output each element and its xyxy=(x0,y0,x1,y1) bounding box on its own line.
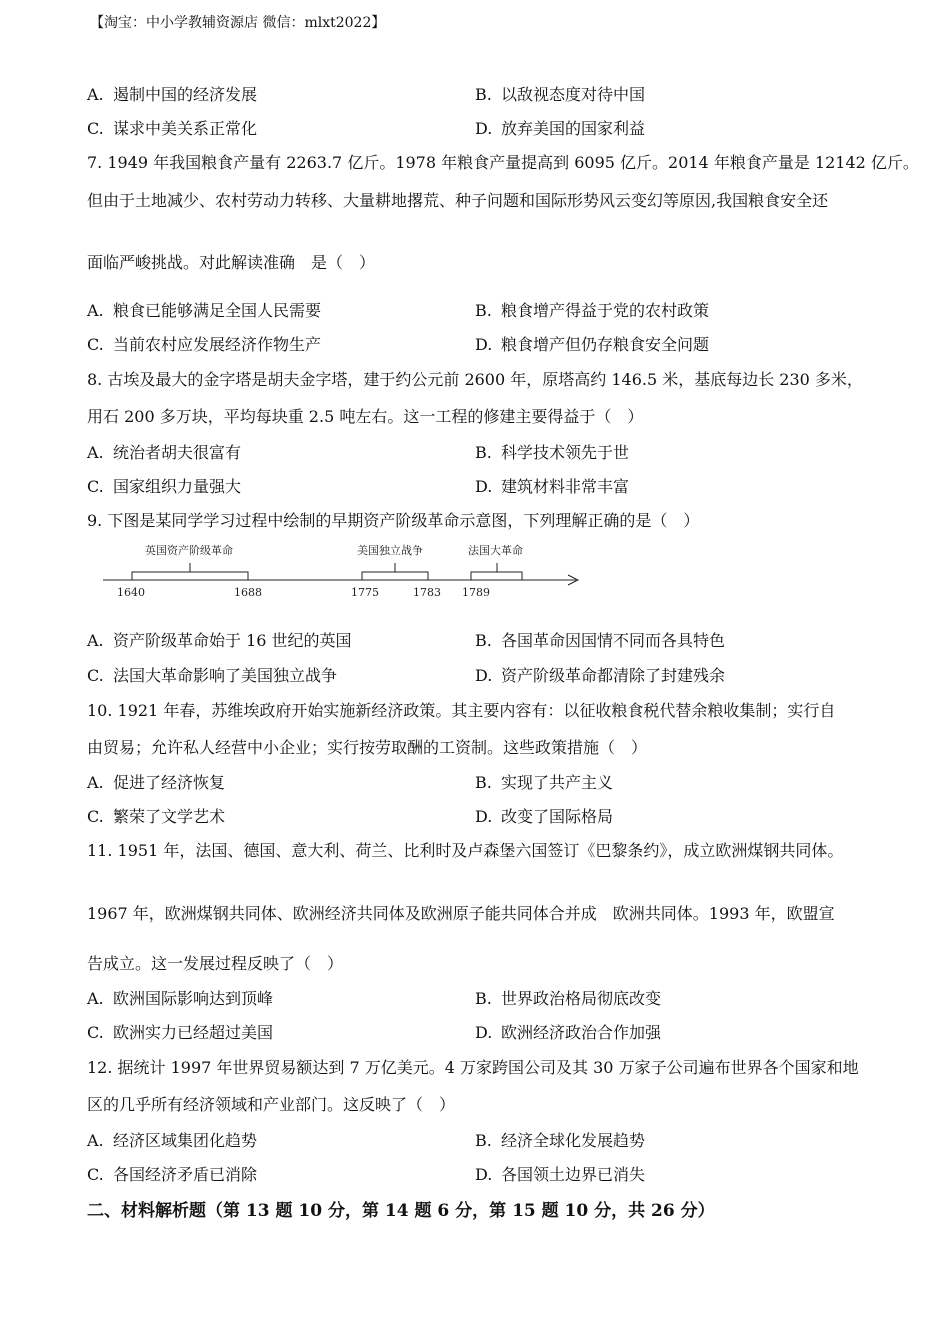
option-letter: B. xyxy=(475,1131,492,1150)
q10-stem-line-1: 10. 1921 年春，苏维埃政府开始实施新经济政策。其主要内容有：以征收粮食税代替余粮收集制；实行自 xyxy=(87,701,836,720)
q11-stem-line-3: 告成立。这一发展过程反映了（ ） xyxy=(87,954,344,973)
option-text: 资产阶级革命始于 16 世纪的英国 xyxy=(113,631,352,650)
year-1783: 1783 xyxy=(413,586,441,599)
option-text: 国家组织力量强大 xyxy=(113,477,242,496)
q10-options-row-2 xyxy=(87,804,867,828)
q6-option-c[interactable] xyxy=(87,116,257,139)
q7-stem-line-3: 面临严峻挑战。对此解读准确 是（ ） xyxy=(87,253,376,272)
year-1775: 1775 xyxy=(351,586,379,599)
q8-stem-line-2: 用石 200 多万块，平均每块重 2.5 吨左右。这一工程的修建主要得益于（ ） xyxy=(87,407,644,426)
option-text: 法国大革命影响了美国独立战争 xyxy=(113,666,338,685)
option-letter: C. xyxy=(87,807,104,826)
option-text: 放弃美国的国家利益 xyxy=(501,119,646,138)
q11-option-c[interactable] xyxy=(87,1020,273,1043)
year-1688: 1688 xyxy=(234,586,262,599)
option-letter: C. xyxy=(87,1165,104,1184)
q7-stem-line-2: 但由于土地减少、农村劳动力转移、大量耕地撂荒、种子问题和国际形势风云变幻等原因,我国粮食安全还 xyxy=(87,191,829,210)
q9-options-row-1 xyxy=(87,628,867,652)
q12-option-b[interactable] xyxy=(475,1128,645,1151)
q11-options-row-2 xyxy=(87,1020,867,1044)
q9-option-c[interactable] xyxy=(87,663,337,686)
option-letter: B. xyxy=(475,631,492,650)
option-text: 建筑材料非常丰富 xyxy=(501,477,630,496)
option-text: 各国领土边界已消失 xyxy=(501,1165,646,1184)
option-letter: C. xyxy=(87,666,104,685)
option-text: 遏制中国的经济发展 xyxy=(113,85,258,104)
option-text: 当前农村应发展经济作物生产 xyxy=(113,335,322,354)
q6-options-row-1 xyxy=(87,82,867,106)
q11-option-a[interactable] xyxy=(87,986,273,1009)
option-text: 繁荣了文学艺术 xyxy=(113,807,226,826)
q8-option-c[interactable] xyxy=(87,474,241,497)
q7-option-a[interactable] xyxy=(87,298,321,321)
q12-option-d[interactable] xyxy=(475,1162,645,1185)
option-letter: B. xyxy=(475,989,492,1008)
option-letter: D. xyxy=(475,335,493,354)
q6-option-d[interactable] xyxy=(475,116,645,139)
q11-option-b[interactable] xyxy=(475,986,661,1009)
option-letter: D. xyxy=(475,807,493,826)
bracket-america xyxy=(362,563,428,580)
q8-stem-line-1: 8. 古埃及最大的金字塔是胡夫金字塔，建于约公元前 2600 年，原塔高约 146.5 米，基底每边长 230 多米， xyxy=(87,370,863,389)
option-letter: B. xyxy=(475,443,492,462)
option-text: 经济区域集团化趋势 xyxy=(113,1131,258,1150)
q7-option-b[interactable] xyxy=(475,298,709,321)
option-letter: B. xyxy=(475,773,492,792)
option-letter: C. xyxy=(87,335,104,354)
option-text: 各国经济矛盾已消除 xyxy=(113,1165,258,1184)
q10-options-row-1 xyxy=(87,770,867,794)
option-letter: A. xyxy=(87,301,104,320)
option-letter: C. xyxy=(87,119,104,138)
option-text: 资产阶级革命都清除了封建残余 xyxy=(501,666,726,685)
q8-option-d[interactable] xyxy=(475,474,629,497)
option-text: 各国革命因国情不同而各具特色 xyxy=(501,631,726,650)
option-text: 粮食增产但仍存粮食安全问题 xyxy=(501,335,710,354)
bracket-france xyxy=(471,563,522,580)
q9-option-b[interactable] xyxy=(475,628,725,651)
q11-option-d[interactable] xyxy=(475,1020,661,1043)
option-letter: D. xyxy=(475,1165,493,1184)
option-letter: D. xyxy=(475,1023,493,1042)
q9-option-d[interactable] xyxy=(475,663,725,686)
option-text: 世界政治格局彻底改变 xyxy=(501,989,662,1008)
option-text: 粮食已能够满足全国人民需要 xyxy=(113,301,322,320)
option-letter: D. xyxy=(475,119,493,138)
option-letter: A. xyxy=(87,85,104,104)
option-text: 经济全球化发展趋势 xyxy=(501,1131,646,1150)
option-letter: B. xyxy=(475,301,492,320)
q10-option-d[interactable] xyxy=(475,804,613,827)
option-text: 欧洲经济政治合作加强 xyxy=(501,1023,662,1042)
q12-options-row-2 xyxy=(87,1162,867,1186)
q12-options-row-1 xyxy=(87,1128,867,1152)
q12-option-a[interactable] xyxy=(87,1128,257,1151)
q11-stem-line-2: 1967 年，欧洲煤钢共同体、欧洲经济共同体及欧洲原子能共同体合并成 欧洲共同体。1993 年，欧盟宣 xyxy=(87,904,835,923)
year-1640: 1640 xyxy=(117,586,145,599)
q8-options-row-2 xyxy=(87,474,867,498)
q12-stem-line-1: 12. 据统计 1997 年世界贸易额达到 7 万亿美元。4 万家跨国公司及其 30 万家子公司遍布世界各个国家和地 xyxy=(87,1058,859,1077)
q12-stem-line-2: 区的几乎所有经济领域和产业部门。这反映了（ ） xyxy=(87,1095,456,1114)
q10-option-b[interactable] xyxy=(475,770,613,793)
year-1789: 1789 xyxy=(462,586,490,599)
q10-stem-line-2: 由贸易；允许私人经营中小企业；实行按劳取酬的工资制。这些政策措施（ ） xyxy=(87,738,648,757)
q9-option-a[interactable] xyxy=(87,628,352,651)
q7-option-d[interactable] xyxy=(475,332,709,355)
option-text: 改变了国际格局 xyxy=(501,807,614,826)
q10-option-a[interactable] xyxy=(87,770,225,793)
q6-options-row-2 xyxy=(87,116,867,140)
q8-options-row-1 xyxy=(87,440,867,464)
option-text: 统治者胡夫很富有 xyxy=(113,443,242,462)
q7-option-c[interactable] xyxy=(87,332,321,355)
option-text: 粮食增产得益于党的农村政策 xyxy=(501,301,710,320)
q10-option-c[interactable] xyxy=(87,804,225,827)
q9-stem-line-1: 9. 下图是某同学学习过程中绘制的早期资产阶级革命示意图，下列理解正确的是（ ） xyxy=(87,511,700,530)
option-text: 实现了共产主义 xyxy=(501,773,614,792)
option-text: 欧洲实力已经超过美国 xyxy=(113,1023,274,1042)
q7-options-row-2 xyxy=(87,332,867,356)
option-letter: A. xyxy=(87,989,104,1008)
label-american-war: 美国独立战争 xyxy=(357,544,423,557)
q11-options-row-1 xyxy=(87,986,867,1010)
q9-options-row-2 xyxy=(87,663,867,687)
q8-option-b[interactable] xyxy=(475,440,629,463)
option-letter: D. xyxy=(475,477,493,496)
option-text: 促进了经济恢复 xyxy=(113,773,226,792)
label-england-revolution: 英国资产阶级革命 xyxy=(145,544,233,557)
q6-option-b[interactable] xyxy=(475,82,645,105)
option-text: 科学技术领先于世 xyxy=(501,443,630,462)
option-text: 谋求中美关系正常化 xyxy=(113,119,258,138)
option-letter: C. xyxy=(87,1023,104,1042)
option-text: 欧洲国际影响达到顶峰 xyxy=(113,989,274,1008)
option-letter: A. xyxy=(87,773,104,792)
bracket-england xyxy=(132,563,248,580)
option-letter: A. xyxy=(87,631,104,650)
label-french-revolution: 法国大革命 xyxy=(468,544,523,557)
option-letter: A. xyxy=(87,443,104,462)
q7-stem-line-1: 7. 1949 年我国粮食产量有 2263.7 亿斤。1978 年粮食产量提高到 6095 亿斤。2014 年粮食产量是 12142 亿斤。 xyxy=(87,153,919,172)
option-letter: D. xyxy=(475,666,493,685)
q11-stem-line-1: 11. 1951 年，法国、德国、意大利、荷兰、比利时及卢森堡六国签订《巴黎条约》，成立欧洲煤钢共同体。 xyxy=(87,841,844,860)
option-letter: B. xyxy=(475,85,492,104)
option-letter: C. xyxy=(87,477,104,496)
q8-option-a[interactable] xyxy=(87,440,241,463)
page-header-watermark: 【淘宝：中小学教辅资源店 微信：mlxt2022】 xyxy=(90,15,386,31)
option-text: 以敌视态度对待中国 xyxy=(501,85,646,104)
q6-option-a[interactable] xyxy=(87,82,257,105)
q7-options-row-1 xyxy=(87,298,867,322)
option-letter: A. xyxy=(87,1131,104,1150)
section-2-heading: 二、材料解析题（第 13 题 10 分，第 14 题 6 分，第 15 题 10 分，共 26 分） xyxy=(87,1201,715,1221)
q12-option-c[interactable] xyxy=(87,1162,257,1185)
revolution-timeline-diagram xyxy=(0,538,950,608)
